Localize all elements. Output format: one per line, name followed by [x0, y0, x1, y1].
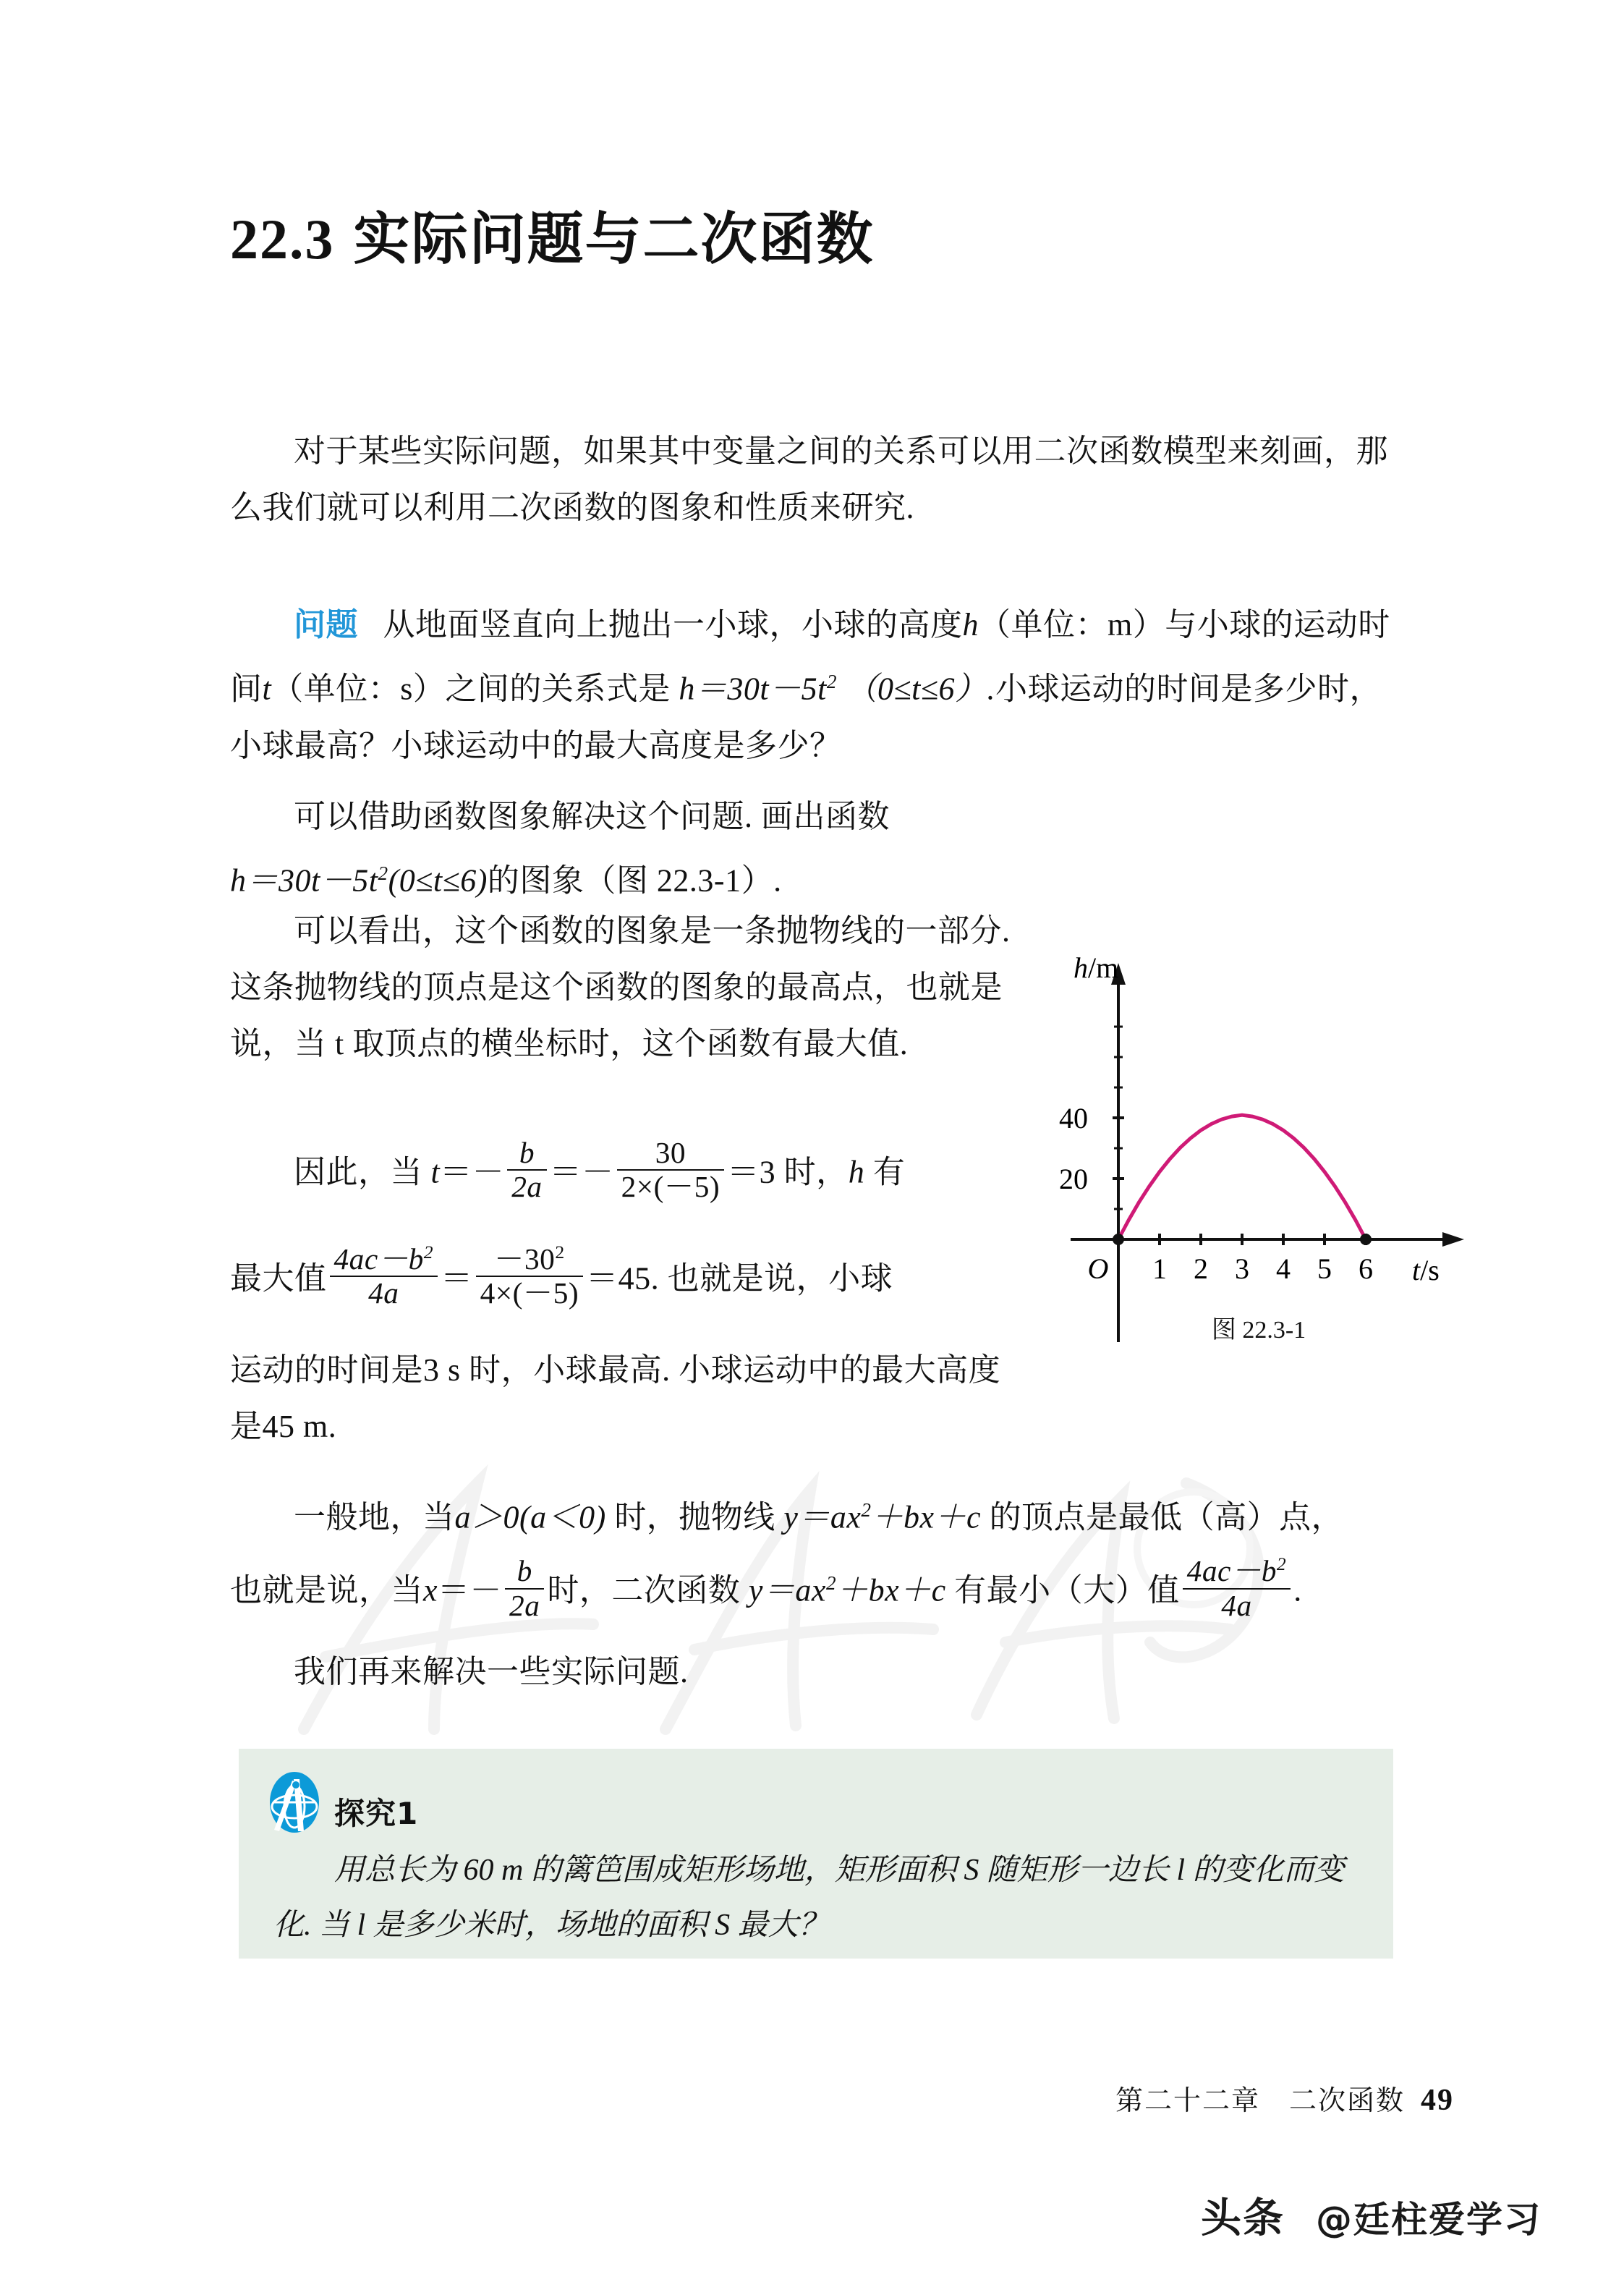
solve-paragraph	[230, 789, 1026, 909]
calc-eq1: ＝－	[440, 1154, 505, 1190]
y-axis-label: h/m	[1074, 951, 1119, 984]
endpoint-dot-six	[1360, 1234, 1372, 1245]
y-tick-label-40: 40	[1059, 1102, 1088, 1134]
general-rule-line-2	[230, 1548, 1460, 1626]
solve-equation-exp: 2	[378, 862, 388, 884]
observe-paragraph	[230, 903, 1011, 1072]
fraction-numerator-exp: 2	[1276, 1553, 1287, 1575]
closing-text: 我们再来解决一些实际问题.	[294, 1654, 689, 1689]
x-tick-label-4: 4	[1276, 1252, 1291, 1285]
x-tick-label-5: 5	[1317, 1252, 1332, 1285]
general-text-a: 一般地，当	[294, 1499, 455, 1535]
problem-var-t: t	[262, 671, 272, 707]
endpoint-dot-origin	[1113, 1234, 1124, 1245]
fraction-numerator-text: 4ac－b	[333, 1242, 424, 1276]
fraction-numerator-text: 4ac－b	[1186, 1554, 1277, 1588]
explore-box	[239, 1749, 1393, 1959]
fraction-numerator-text: －30	[494, 1242, 556, 1276]
problem-label: 问题	[294, 607, 358, 642]
general-equation-2: y＝ax	[748, 1572, 826, 1608]
page-title	[230, 194, 875, 275]
footer-chapter: 第二十二章 二次函数	[1115, 2086, 1405, 2116]
page-number: 49	[1421, 2084, 1454, 2117]
general-text-c: 的顶点是最低（高）点，	[989, 1499, 1344, 1535]
x-tick-label-3: 3	[1235, 1252, 1249, 1285]
fraction-numerator: b	[519, 1136, 535, 1169]
closing-paragraph	[230, 1644, 1387, 1700]
max-tail-text: 运动的时间是3 s 时，小球最高. 小球运动中的最大高度是45 m.	[230, 1352, 1001, 1444]
calculation-line-2	[230, 1243, 1033, 1313]
calc-lead: 因此，当	[294, 1154, 422, 1190]
fraction-numerator	[476, 1243, 584, 1276]
explore-body-text: 用总长为 60 m 的篱笆围成矩形场地，矩形面积 S 随矩形一边长 l 的变化而变化. 当 l 是多少米时，场地的面积 S 最大？	[273, 1854, 1345, 1942]
general-equation-1: y＝ax	[783, 1499, 862, 1535]
compass-globe-icon	[268, 1769, 321, 1836]
section-number: 22.3	[230, 208, 335, 271]
max-lead: 最大值	[230, 1260, 327, 1297]
page-footer	[0, 2078, 1454, 2118]
explore-header	[268, 1769, 418, 1836]
general-text-d: 也就是说，当	[230, 1572, 423, 1608]
calc-tail: 有	[872, 1154, 906, 1190]
fraction-neg30sq-over-4x5	[476, 1243, 584, 1310]
calculation-tail	[230, 1342, 1026, 1455]
fraction-denominator: 2a	[505, 1588, 544, 1621]
explore-title: 探究1	[334, 1796, 419, 1831]
fraction-numerator: 30	[655, 1136, 686, 1169]
fraction-numerator-exp: 2	[423, 1242, 434, 1263]
fraction-30-over-2x5	[617, 1137, 725, 1203]
general-equation-2-exp: 2	[825, 1572, 837, 1594]
fraction-denominator: 4a	[330, 1276, 438, 1309]
fraction-denominator: 4×(－5)	[476, 1276, 584, 1309]
fraction-numerator-exp: 2	[555, 1242, 565, 1263]
calc-var-h: h	[848, 1154, 865, 1190]
y-tick-label-20: 20	[1059, 1163, 1088, 1195]
solve-range: (0≤t≤6)	[388, 862, 488, 899]
problem-text-d: 小球运动的时间是多少时，小球最高？小球运动中的最大高度是多少？	[230, 671, 1382, 763]
explore-body	[273, 1843, 1359, 1953]
intro-text: 对于某些实际问题，如果其中变量之间的关系可以用二次函数模型来刻画，那么我们就可以利用二次函数的图象和性质来研究.	[230, 433, 1388, 525]
max-eq2: ＝45. 也就是说，小球	[586, 1260, 893, 1297]
x-axis-label: t/s	[1412, 1254, 1440, 1286]
general-equation-1b: ＋bx＋c	[871, 1499, 982, 1535]
fraction-denominator: 2a	[507, 1169, 546, 1202]
solve-text-a: 可以借助函数图象解决这个问题. 画出函数	[294, 799, 890, 834]
origin-label: O	[1087, 1252, 1109, 1285]
fraction-4ac-b2-over-4a-general	[1183, 1555, 1291, 1621]
general-text-b: 时，抛物线	[614, 1499, 775, 1535]
intro-paragraph	[230, 423, 1409, 536]
general-text-e: ＝－	[438, 1572, 503, 1608]
problem-text-c: （单位：s）之间的关系式是	[271, 671, 671, 707]
solve-equation: h＝30t－5t	[230, 862, 378, 899]
parabola-curve	[1118, 1115, 1366, 1239]
general-equation-2b: ＋bx＋c	[836, 1572, 946, 1608]
figure-caption: 图 22.3-1	[1211, 1317, 1306, 1344]
brand-handle: @廷柱爱学习	[1316, 2199, 1542, 2241]
section-title-text: 实际问题与二次函数	[353, 208, 875, 271]
fraction-b-over-2a	[507, 1137, 546, 1203]
fraction-4ac-b2-over-4a	[330, 1243, 438, 1310]
fraction-numerator: b	[516, 1554, 532, 1588]
x-tick-label-6: 6	[1359, 1252, 1373, 1285]
calc-eq2: ＝－	[549, 1154, 614, 1190]
observe-text: 可以看出，这个函数的图象是一条抛物线的一部分. 这条抛物线的顶点是这个函数的图象的最高点，也就是说，当 t 取顶点的横坐标时，这个函数有最大值.	[230, 913, 1011, 1061]
problem-range: （0≤t≤6）.	[845, 671, 995, 707]
brand-source: 头条	[1201, 2195, 1285, 2242]
problem-var-h: h	[962, 607, 979, 642]
problem-text-a: 从地面竖直向上抛出一小球，小球的高度	[383, 607, 963, 642]
calc-var-t: t	[430, 1154, 441, 1190]
fraction-numerator	[330, 1243, 438, 1276]
general-text-f: 时，二次函数	[547, 1572, 741, 1608]
general-period: .	[1293, 1572, 1302, 1608]
general-var-x: x	[423, 1572, 438, 1608]
fraction-numerator	[1183, 1555, 1291, 1587]
general-text-g: 有最小（大）值	[954, 1572, 1180, 1608]
general-equation-1-exp: 2	[861, 1499, 872, 1521]
general-rule-line-1	[230, 1482, 1431, 1546]
fraction-denominator: 4a	[1183, 1588, 1291, 1621]
fraction-denominator: 2×(－5)	[617, 1169, 725, 1202]
x-axis-arrow	[1442, 1232, 1464, 1247]
solve-text-b: 的图象（图 22.3-1）.	[487, 862, 782, 899]
fraction-b-over-2a-general	[505, 1556, 544, 1621]
problem-equation: h＝30t－5t	[679, 671, 827, 707]
calculation-line-1	[230, 1137, 1019, 1208]
problem-equation-exp: 2	[826, 671, 837, 692]
calc-eq3: ＝3 时，	[727, 1154, 849, 1190]
general-condition: a＞0(a＜0)	[454, 1499, 606, 1535]
problem-paragraph	[230, 597, 1409, 774]
x-tick-label-2: 2	[1194, 1252, 1208, 1285]
max-eq: ＝	[441, 1260, 473, 1297]
x-tick-label-1: 1	[1152, 1252, 1167, 1285]
problem-text-b: （单位：m）与小球的运动时间	[230, 607, 1390, 707]
brand-watermark	[1201, 2186, 1542, 2244]
